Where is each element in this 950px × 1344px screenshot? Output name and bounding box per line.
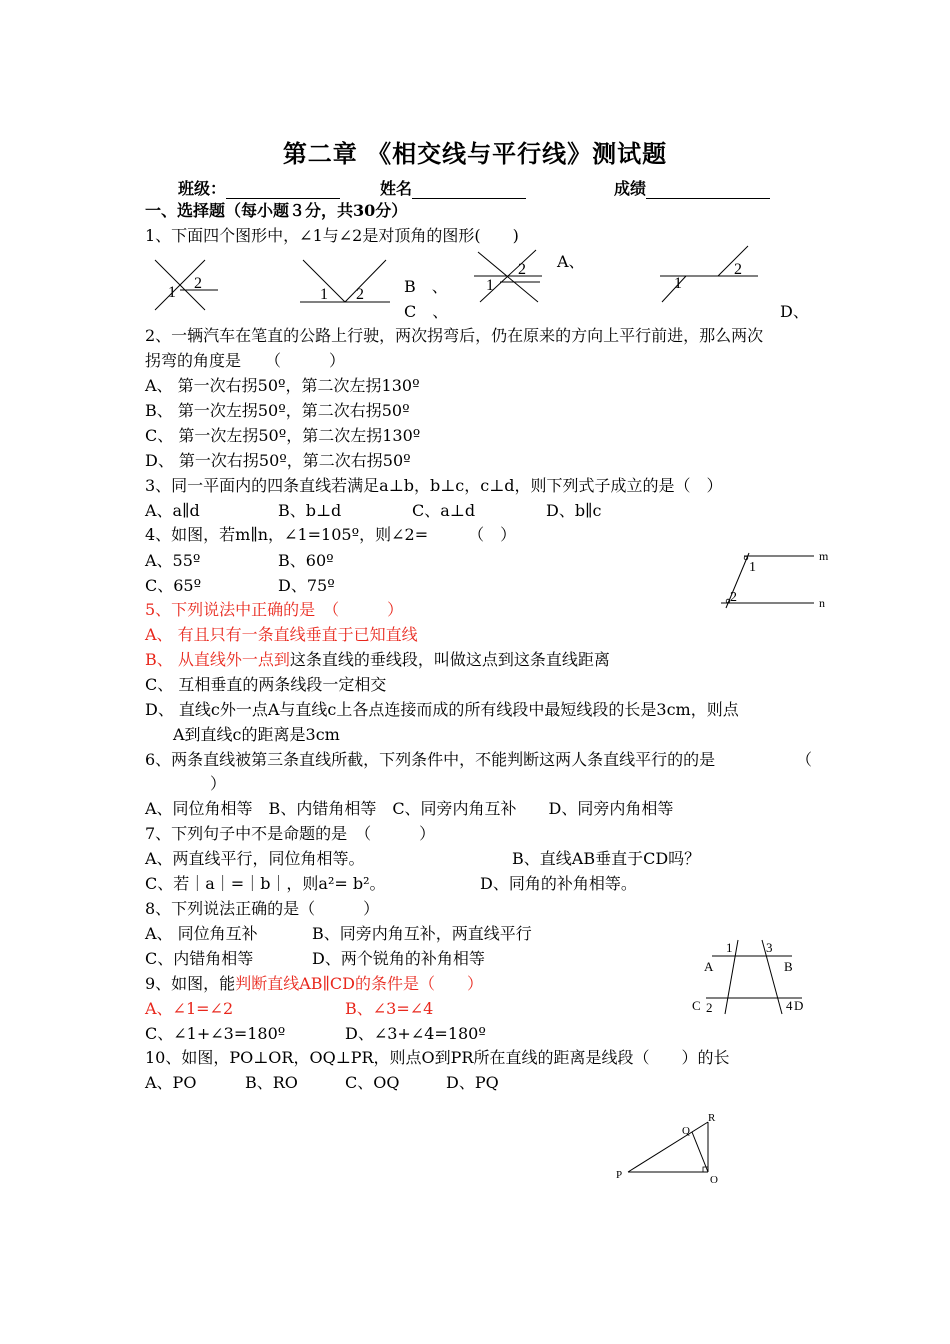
q5-option-b (145, 649, 610, 671)
q2-stem-line2: 拐弯的角度是 （ ） (145, 351, 346, 370)
q7-option-d: D、同角的补角相等。 (480, 874, 637, 893)
q4-line-n: n (819, 596, 825, 610)
q4-option-a: A、55º (145, 551, 201, 570)
q6-stem: 6、两条直线被第三条直线所截，下列条件中，不能判断这两人条直线平行的的是 (145, 750, 716, 769)
q1b-angle-2: 2 (356, 286, 364, 303)
q3-option-c: C、a⊥d (412, 501, 476, 520)
q5-option-c: C、 互相垂直的两条线段一定相交 (145, 675, 387, 694)
q1-stem: 1、下面四个图形中，∠1与∠2是对顶角的图形( ) (145, 226, 519, 245)
q5-stem: 5、下列说法中正确的是 （ ） (145, 600, 404, 619)
q9-point-d: D (794, 998, 804, 1013)
q5-option-b-red: B、 从直线外一点到 (145, 650, 290, 669)
q1-figure-c (470, 244, 550, 306)
q4-figure (716, 546, 836, 612)
q10-figure (612, 1106, 727, 1188)
q6-paren-close: ） (210, 774, 227, 793)
q6-options: A、同位角相等 B、内错角相等 C、同旁内角互补 D、同旁内角相等 (145, 799, 674, 818)
q9-angle-4: 4 (786, 998, 793, 1013)
q8-option-a: A、 同位角互补 (145, 924, 258, 943)
q1-figure-b (298, 255, 393, 310)
q4-option-d: D、75º (278, 576, 335, 595)
class-blank[interactable] (226, 182, 340, 199)
q8-option-d: D、两个锐角的补角相等 (312, 949, 485, 968)
q6-paren-open: （ (796, 750, 813, 769)
q1-label-d: D、 (780, 302, 809, 321)
q1d-angle-2: 2 (734, 261, 742, 278)
q1b-angle-1: 1 (320, 286, 328, 303)
q4-option-c: C、65º (145, 576, 202, 595)
q5-option-b-rest: 这条直线的垂线段，叫做这点到这条直线距离 (289, 650, 610, 669)
class-field (178, 176, 340, 199)
q10-point-o: O (710, 1174, 718, 1186)
q5-option-a: A、 有且只有一条直线垂直于已知直线 (145, 625, 418, 644)
q9-point-c: C (692, 998, 701, 1013)
q9-option-b: B、∠3=∠4 (345, 999, 434, 1018)
q10-option-b: B、RO (245, 1073, 298, 1092)
q4-angle-1: 1 (749, 560, 756, 575)
q7-option-a: A、两直线平行，同位角相等。 (145, 849, 365, 868)
score-label: 成绩 (614, 179, 647, 198)
q9-option-c: C、∠1+∠3=180º (145, 1024, 286, 1043)
q4-option-b: B、60º (278, 551, 334, 570)
q9-angle-2: 2 (706, 1000, 713, 1015)
q9-stem-black: 9、如图，能 (145, 974, 236, 993)
q9-point-a: A (704, 959, 714, 974)
q7-option-b: B、直线AB垂直于CD吗？ (512, 849, 701, 868)
q4-stem: 4、如图，若m∥n，∠1=105º，则∠2= （ ） (145, 525, 517, 544)
class-label: 班级： (178, 179, 227, 198)
q9-point-b: B (784, 959, 793, 974)
q4-line-m: m (819, 549, 829, 563)
q7-option-c: C、若｜a｜=｜b｜，则a²= b²。 (145, 874, 386, 893)
q10-option-a: A、PO (145, 1073, 197, 1092)
q5-option-d-line2: A到直线c的距离是3cm (173, 725, 340, 744)
score-blank[interactable] (646, 182, 770, 199)
q8-option-c: C、内错角相等 (145, 949, 254, 968)
q9-stem-red: 判断直线AB∥CD的条件是（ ） (235, 974, 483, 993)
q3-option-b: B、b⊥d (278, 501, 342, 520)
score-field (614, 176, 770, 199)
q7-stem: 7、下列句子中不是命题的是 （ ） (145, 824, 436, 843)
q1c-angle-2: 2 (518, 261, 526, 278)
page-title: 第二章 《相交线与平行线》测试题 (282, 139, 668, 168)
q2-stem-line1: 2、一辆汽车在笔直的公路上行驶，两次拐弯后，仍在原来的方向上平行前进，那么两次 (145, 326, 764, 345)
q10-option-c: C、OQ (345, 1073, 400, 1092)
q4-angle-2: 2 (730, 590, 737, 605)
q1-label-a: A、 (557, 252, 585, 271)
q5-option-d-line1: D、 直线c外一点A与直线c上各点连接而成的所有线段中最短线段的长是3cm，则点 (145, 700, 739, 719)
q1-label-b: B 、 (404, 277, 448, 296)
q1-label-c: C 、 (404, 302, 449, 321)
q1d-angle-1: 1 (674, 275, 682, 292)
q2-option-a: A、 第一次右拐50º，第二次左拐130º (145, 376, 420, 395)
name-label: 姓名 (380, 179, 413, 198)
q1-figure-a (150, 255, 225, 315)
q2-option-c: C、 第一次左拐50º，第二次左拐130º (145, 426, 421, 445)
section-heading: 一、选择题（每小题３分，共30分） (145, 201, 408, 220)
q3-stem: 3、同一平面内的四条直线若满足a⊥b，b⊥c，c⊥d，则下列式子成立的是（ ） (145, 476, 723, 495)
q1c-angle-1: 1 (486, 277, 494, 294)
name-field (380, 176, 526, 199)
q2-option-d: D、 第一次右拐50º，第二次右拐50º (145, 451, 411, 470)
q1a-angle-2: 2 (194, 275, 202, 292)
q10-point-p: P (616, 1169, 623, 1181)
q9-angle-1: 1 (726, 940, 733, 955)
q10-point-q: Q (682, 1125, 690, 1137)
q10-stem: 10、如图，PO⊥OR，OQ⊥PR，则点O到PR所在直线的距离是线段（ ）的长 (145, 1048, 730, 1067)
q9-figure (692, 936, 810, 1018)
q3-option-a: A、a∥d (145, 501, 200, 520)
q10-option-d: D、PQ (446, 1073, 499, 1092)
q8-stem: 8、下列说法正确的是（ ） (145, 899, 380, 918)
q1a-angle-1: 1 (168, 284, 176, 301)
q9-angle-3: 3 (766, 940, 773, 955)
q1-figure-d (654, 242, 764, 307)
q9-option-a: A、∠1=∠2 (145, 999, 234, 1018)
q3-option-d: D、b∥c (546, 501, 602, 520)
q10-point-r: R (708, 1112, 716, 1124)
name-blank[interactable] (412, 182, 526, 199)
q2-option-b: B、 第一次左拐50º，第二次右拐50º (145, 401, 410, 420)
q9-option-d: D、∠3+∠4=180º (345, 1024, 486, 1043)
q9-stem (145, 973, 483, 995)
q8-option-b: B、同旁内角互补，两直线平行 (312, 924, 532, 943)
